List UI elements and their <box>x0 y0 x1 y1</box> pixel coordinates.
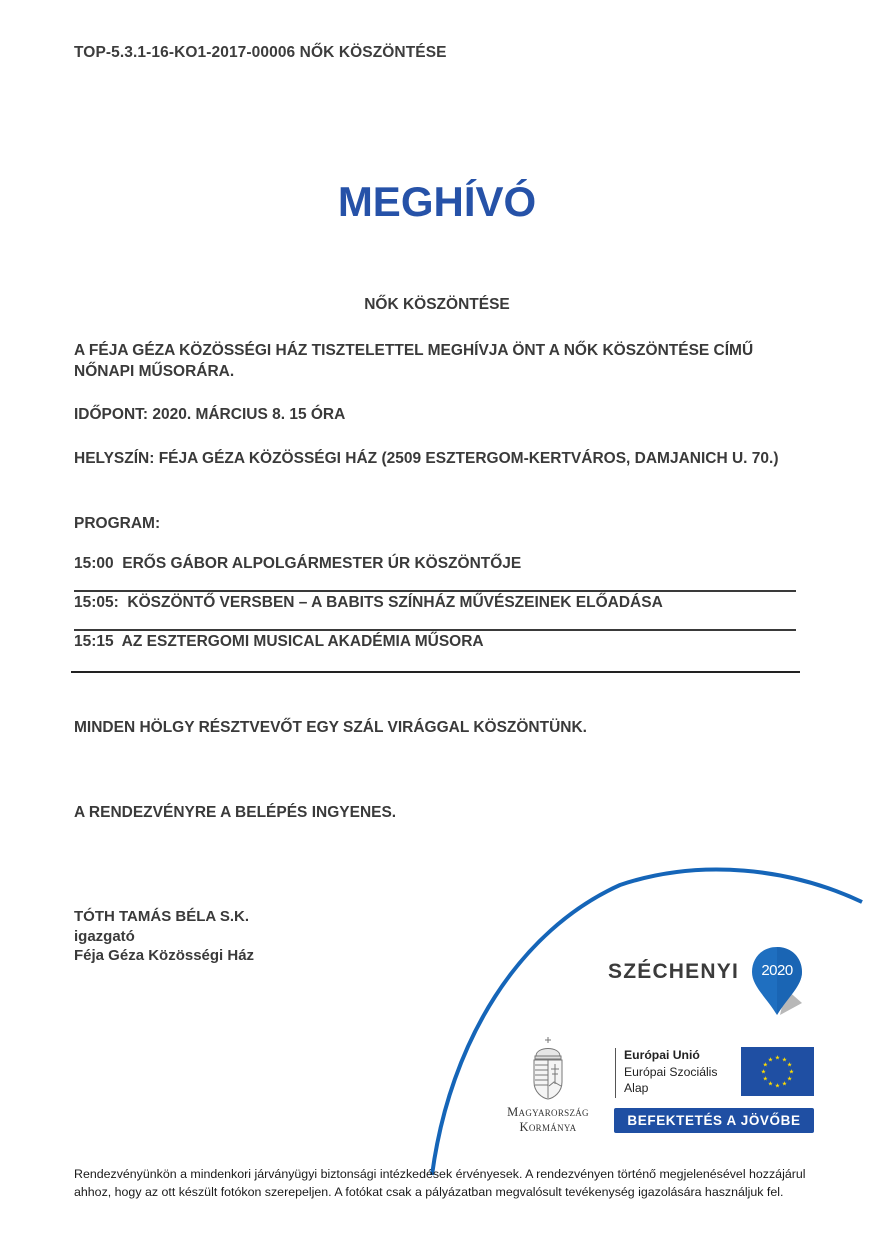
eu-star-icon: ★ <box>774 1083 781 1090</box>
flower-note: MINDEN HÖLGY RÉSZTVEVŐT EGY SZÁL VIRÁGGAL KÖSZÖNTÜNK. <box>74 719 587 736</box>
program-divider <box>74 629 796 631</box>
eu-star-icon: ★ <box>762 1062 769 1069</box>
eu-star-icon: ★ <box>767 1057 774 1064</box>
szechenyi-year: 2020 <box>761 962 793 979</box>
program-label: PROGRAM: <box>74 515 161 532</box>
signatory-role: igazgató <box>74 927 135 945</box>
signature-block <box>74 907 254 966</box>
eu-star-icon: ★ <box>781 1057 788 1064</box>
program-item: 15:00 ERŐS GÁBOR ALPOLGÁRMESTER ÚR KÖSZÖNTŐJE <box>74 555 522 572</box>
program-item: 15:05: KÖSZÖNTŐ VERSBEN – A BABITS SZÍNHÁZ MŰVÉSZEINEK ELŐADÁSA <box>74 594 663 611</box>
government-name-line1: Magyarország <box>507 1105 589 1119</box>
eu-star-icon: ★ <box>774 1055 781 1062</box>
eu-fund-label-2: Alap <box>624 1081 649 1095</box>
eu-fund-label: Európai Szociális <box>624 1064 718 1079</box>
program-item: 15:15 AZ ESZTERGOMI MUSICAL AKADÉMIA MŰSORA <box>74 633 484 650</box>
document-header: TOP-5.3.1-16-KO1-2017-00006 NŐK KÖSZÖNTÉSE <box>74 44 447 61</box>
event-time: IDŐPONT: 2020. MÁRCIUS 8. 15 ÓRA <box>74 406 346 423</box>
eu-star-icon: ★ <box>767 1081 774 1088</box>
program-divider <box>74 590 796 592</box>
eu-slogan-banner: BEFEKTETÉS A JÖVŐBE <box>614 1108 814 1133</box>
program-divider <box>71 671 800 673</box>
signatory-org: Féja Géza Közösségi Ház <box>74 947 255 964</box>
eu-star-icon: ★ <box>762 1076 769 1083</box>
event-location: HELYSZÍN: FÉJA GÉZA KÖZÖSSÉGI HÁZ (2509 ESZTERGOM-KERTVÁROS, DAMJANICH U. 70.) <box>74 450 779 467</box>
footer-note: Rendezvényünkön a mindenkori járványügyi biztonsági intézkedések érvényesek. A rendezvényen történő megjelenésével hozzájárul ahhoz, hogy az ott készült fotókon szerepeljen. A fotókat csak a pályázatban megvalósult tevékenység igazolására használjuk fel. <box>74 1167 806 1199</box>
eu-union-label: Európai Unió <box>624 1048 700 1062</box>
eu-star-icon: ★ <box>781 1081 788 1088</box>
eu-star-icon: ★ <box>786 1076 793 1083</box>
intro-paragraph: A FÉJA GÉZA KÖZÖSSÉGI HÁZ TISZTELETTEL MEGHÍVJA ÖNT A NŐK KÖSZÖNTÉSE CÍMŰ NŐNAPI MŰSORÁRA. <box>74 342 754 380</box>
map-pin-icon <box>750 945 804 1017</box>
signatory-name: TÓTH TAMÁS BÉLA S.K. <box>74 908 249 925</box>
eu-star-icon: ★ <box>786 1062 793 1069</box>
eu-star-icon: ★ <box>760 1069 767 1076</box>
eu-divider <box>615 1048 616 1098</box>
coat-of-arms-icon <box>528 1036 568 1100</box>
szechenyi-text: SZÉCHENYI <box>608 960 739 983</box>
government-logo <box>500 1036 596 1135</box>
event-subtitle: NŐK KÖSZÖNTÉSE <box>364 296 510 313</box>
entry-note: A RENDEZVÉNYRE A BELÉPÉS INGYENES. <box>74 804 397 821</box>
page-title: MEGHÍVÓ <box>337 178 537 225</box>
government-name-line2: Kormánya <box>519 1120 577 1134</box>
eu-flag-icon <box>741 1047 814 1096</box>
eu-star-icon: ★ <box>788 1069 795 1076</box>
eu-fund-text <box>624 1047 717 1097</box>
